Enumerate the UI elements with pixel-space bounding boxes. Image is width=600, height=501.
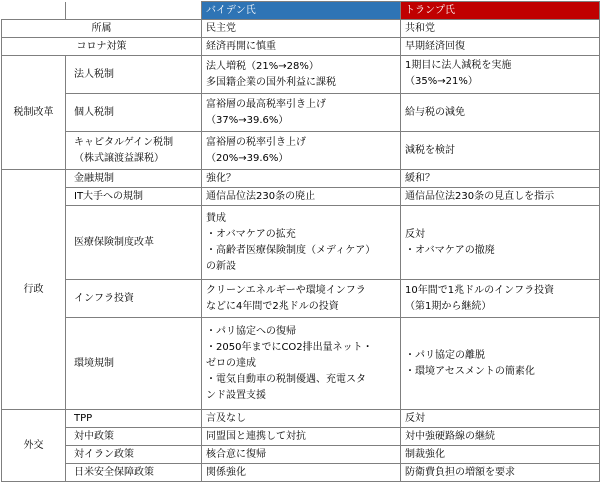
biden-corporate-line-2: 多国籍企業の国外利益に課税 [206, 76, 336, 88]
biden-individual-line-1: 富裕層の最高税率引き上げ [206, 98, 326, 110]
biden-infra-line-1: クリーンエネルギーや環境インフラ [206, 284, 366, 296]
biden-healthcare [202, 206, 401, 280]
trump-corporate-line-1: 1期目に法人減税を実施 [405, 60, 512, 71]
biden-corporate-line-1: 法人増税（21%→28%） [206, 60, 319, 72]
biden-environment [202, 318, 401, 410]
row-japan-us-security [2, 464, 600, 482]
trump-infra-line-2: （第1期から継続） [405, 300, 492, 312]
row-healthcare [2, 206, 600, 280]
trump-healthcare [401, 206, 600, 280]
trump-china: 対中強硬路線の継続 [401, 428, 600, 446]
trump-bigtech: 通信品位法230条の見直しを指示 [401, 188, 600, 206]
row-label-environment: 環境規制 [66, 318, 202, 410]
policy-comparison-table [1, 1, 600, 482]
trump-health-line-2: ・オバマケアの撤廃 [405, 244, 495, 256]
row-label-japan-us-security: 日米安全保障政策 [66, 464, 202, 482]
trump-affiliation: 共和党 [401, 20, 600, 38]
trump-corona: 早期経済回復 [401, 38, 600, 56]
biden-individual-line-2: （37%→39.6%） [206, 114, 289, 126]
trump-capital-gains-tax: 減税を検討 [401, 132, 600, 170]
biden-capital-gains-tax [202, 132, 401, 170]
row-corona [2, 38, 600, 56]
row-label-corona: コロナ対策 [2, 38, 202, 56]
header-row [2, 2, 600, 20]
biden-capital-line-1: 富裕層の税率引き上げ [206, 136, 306, 148]
row-label-capital-gains-tax [66, 132, 202, 170]
biden-corona: 経済再開に慎重 [202, 38, 401, 56]
group-label-diplomacy: 外交 [2, 410, 66, 482]
biden-env-line-4: ・電気自動車の税制優遇、充電スタ [206, 373, 366, 385]
group-label-admin: 行政 [2, 170, 66, 410]
row-china [2, 428, 600, 446]
row-finance [2, 170, 600, 188]
biden-health-line-2: ・オバマケアの拡充 [206, 228, 296, 240]
row-label-finance: 金融規制 [66, 170, 202, 188]
biden-capital-line-2: （20%→39.6%） [206, 152, 289, 164]
biden-japan-us-security: 関係強化 [202, 464, 401, 482]
biden-individual-tax [202, 94, 401, 132]
row-individual-tax [2, 94, 600, 132]
row-infrastructure [2, 280, 600, 318]
row-iran [2, 446, 600, 464]
biden-env-line-1: ・パリ協定への復帰 [206, 325, 296, 337]
biden-tpp: 言及なし [202, 410, 401, 428]
biden-env-line-2: ・2050年までにCO2排出量ネット・ [206, 341, 373, 353]
biden-infra-line-2: などに4年間で2兆ドルの投資 [206, 300, 339, 312]
row-label-corporate-tax: 法人税制 [66, 56, 202, 94]
row-label-individual-tax: 個人税制 [66, 94, 202, 132]
group-label-tax: 税制改革 [2, 56, 66, 170]
trump-corporate-line-2: （35%→21%） [405, 76, 478, 87]
capital-label-line-2: （株式譲渡益課税） [74, 152, 164, 164]
empty-corner [2, 2, 66, 20]
row-affiliation [2, 20, 600, 38]
biden-finance: 強化？ [202, 170, 401, 188]
row-label-infrastructure: インフラ投資 [66, 280, 202, 318]
trump-tpp: 反対 [401, 410, 600, 428]
empty-corner-2 [66, 2, 202, 20]
biden-corporate-tax [202, 56, 401, 94]
row-tpp [2, 410, 600, 428]
trump-infra-line-1: 10年間で1兆ドルのインフラ投資 [405, 284, 555, 296]
header-trump: トランプ氏 [401, 2, 600, 20]
biden-health-line-4: の新設 [206, 260, 236, 272]
biden-env-line-5: ンド設置支援 [206, 389, 266, 401]
biden-iran: 核合意に復帰 [202, 446, 401, 464]
biden-env-line-3: ゼロの達成 [206, 357, 256, 369]
trump-health-line-1: 反対 [405, 228, 425, 240]
row-label-healthcare: 医療保険制度改革 [66, 206, 202, 280]
biden-health-line-3: ・高齢者医療保険制度（メディケア） [206, 244, 376, 256]
row-label-tpp: TPP [66, 410, 202, 428]
row-label-china: 対中政策 [66, 428, 202, 446]
trump-infrastructure [401, 280, 600, 318]
row-corporate-tax [2, 56, 600, 94]
biden-bigtech: 通信品位法230条の廃止 [202, 188, 401, 206]
row-environment [2, 318, 600, 410]
row-label-affiliation: 所属 [2, 20, 202, 38]
biden-affiliation: 民主党 [202, 20, 401, 38]
trump-corporate-tax [401, 56, 600, 94]
trump-env-line-2: ・環境アセスメントの簡素化 [405, 365, 535, 377]
trump-environment [401, 318, 600, 410]
trump-japan-us-security: 防衛費負担の増額を要求 [401, 464, 600, 482]
biden-china: 同盟国と連携して対抗 [202, 428, 401, 446]
biden-health-line-1: 賛成 [206, 212, 226, 224]
trump-finance: 緩和？ [401, 170, 600, 188]
row-capital-gains-tax [2, 132, 600, 170]
row-label-iran: 対イラン政策 [66, 446, 202, 464]
trump-individual-tax: 給与税の減免 [401, 94, 600, 132]
trump-env-line-1: ・パリ協定の離脱 [405, 349, 485, 361]
row-label-bigtech: IT大手への規制 [66, 188, 202, 206]
capital-label-line-1: キャピタルゲイン税制 [74, 136, 174, 148]
biden-infrastructure [202, 280, 401, 318]
trump-iran: 制裁強化 [401, 446, 600, 464]
row-bigtech [2, 188, 600, 206]
header-biden: バイデン氏 [202, 2, 401, 20]
